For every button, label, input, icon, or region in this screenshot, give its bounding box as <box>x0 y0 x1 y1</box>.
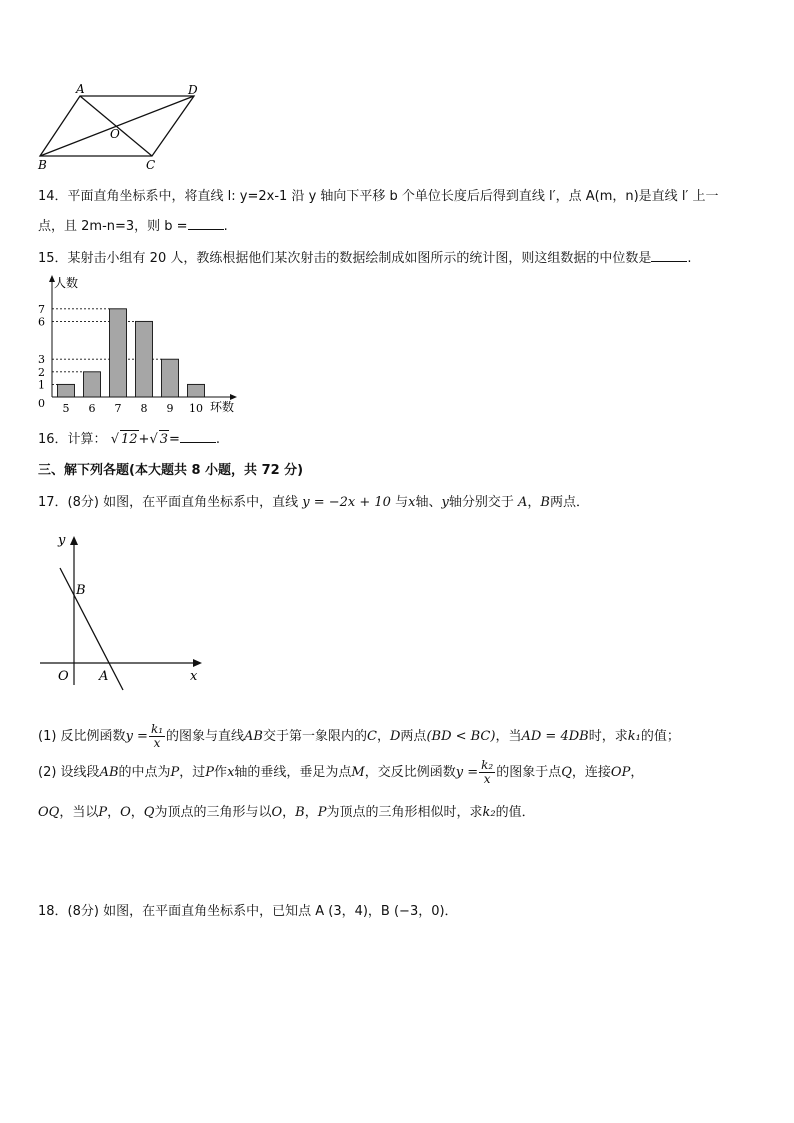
q17-intro-prefix: 17．(8分) 如图，在平面直角坐标系中，直线 <box>38 495 299 510</box>
chart-xlabel: 环数 <box>210 400 235 414</box>
q17-p2-frac-num: k₂ <box>481 758 494 772</box>
chart-xtick-label: 9 <box>166 402 174 415</box>
q17-y: y <box>441 495 449 510</box>
q17-p2-l2c4: ， <box>304 805 318 820</box>
q17-fig-b-label: B <box>76 583 86 598</box>
q17-p2-l2t3: 为顶点的三角形相似时，求 <box>326 805 483 820</box>
q17-intro-end: 两点． <box>549 495 589 510</box>
chart-marks <box>38 303 205 415</box>
q17-B: B <box>540 495 550 510</box>
chart-bar-7 <box>110 309 127 397</box>
chart-ytick-label: 6 <box>38 315 45 329</box>
q17-p2-l2P: P <box>98 805 108 820</box>
q17-p2-OP: OP <box>610 765 631 780</box>
q17-p2-k2: k₂ <box>482 805 496 820</box>
q17-p2-P: P <box>170 765 180 780</box>
q17-p2-t3: ，过 <box>179 765 206 780</box>
q17-p2-l2O2: O <box>271 805 283 820</box>
q17-p2-t6: ，交反比例函数 <box>364 765 456 780</box>
q17-part2-line2 <box>38 804 535 822</box>
chart-ytick-label: 2 <box>38 365 45 379</box>
q17-p1-AB: AB <box>244 729 263 744</box>
q14-line2-suffix: . <box>223 219 228 234</box>
q16-prefix: 16．计算： <box>38 432 107 447</box>
chart-bar-9 <box>162 359 179 397</box>
chart-ytick-label: 7 <box>38 302 45 316</box>
label-d: D <box>188 83 198 97</box>
q17-line-ab <box>60 568 123 690</box>
chart-ytick-label: 3 <box>38 353 45 367</box>
q17-fig-x-label: x <box>190 669 198 684</box>
q16-suffix: . <box>215 432 221 447</box>
q16-plus: + <box>138 432 150 447</box>
q17-p2-AB: AB <box>99 765 119 780</box>
q17-p1-t5: 两点 <box>400 729 427 744</box>
q17-p1-t3: 交于第一象限内的 <box>263 729 368 744</box>
chart-xtick-label: 5 <box>62 402 70 415</box>
q17-p1-t6: ，当 <box>495 729 522 744</box>
q17-fig-y-label: y <box>58 533 66 548</box>
chart-xtick-label: 7 <box>114 402 122 415</box>
q15-text-prefix: 15．某射击小组有 20 人，教练根据他们某次射击的数据绘制成如图所示的统计图，则这组数据的中位数是 <box>38 251 652 266</box>
q18-text: 18．(8分) 如图，在平面直角坐标系中，已知点 A (3，4)，B (−3，0)． <box>38 904 458 919</box>
q17-part2-line1 <box>38 758 643 788</box>
q17-p2-l2c1: ， <box>107 805 121 820</box>
label-a: A <box>76 82 85 96</box>
q17-intro-mid: 与 <box>395 495 409 510</box>
q16-sqrt1: √ 12 <box>110 432 138 447</box>
q17-axis-x: 轴、 <box>415 495 442 510</box>
q17-p2-Q: Q <box>561 765 572 780</box>
q17-x-arrow <box>193 659 202 667</box>
q17-comma: ， <box>527 495 541 510</box>
q17-coordinate-figure <box>36 530 211 695</box>
q16-sqrt2: √ 3 <box>149 432 169 447</box>
q17-p1-k1: k₁ <box>627 729 641 744</box>
q17-x: x <box>408 495 416 510</box>
diagonal-bd <box>40 96 194 156</box>
q17-p2-l2c3: ， <box>282 805 296 820</box>
chart-bar-10 <box>188 384 205 397</box>
q17-fig-o-label: O <box>58 669 69 684</box>
label-b: B <box>38 158 47 172</box>
q16-line <box>38 430 220 449</box>
q17-p2-t4: 作 <box>214 765 228 780</box>
q17-p2-t2: 的中点为 <box>118 765 171 780</box>
q17-p2-x: x <box>227 765 235 780</box>
q17-p1-fraction <box>149 723 165 750</box>
label-o: O <box>110 127 120 141</box>
q17-p2-t7: 的图象于点 <box>496 765 562 780</box>
q17-p1-D: D <box>389 729 401 744</box>
q14-line2-prefix: 点，且 2m-n=3，则 b = <box>38 219 188 234</box>
q14-line1: 14．平面直角坐标系中，将直线 l: y=2x-1 沿 y 轴向下平移 b 个单位长度后后得到直线 l′，点 A(m，n)是直线 l′ 上一 <box>38 189 719 204</box>
q17-p2-l2t2: 为顶点的三角形与以 <box>154 805 272 820</box>
q14-line2 <box>38 217 228 236</box>
chart-origin-label: 0 <box>38 397 45 410</box>
q16-equals: = <box>169 432 180 447</box>
q17-p1-t2: 的图象与直线 <box>166 729 245 744</box>
q15-answer-blank <box>651 249 687 262</box>
q17-p1-t7: 时，求 <box>588 729 628 744</box>
q16-answer-blank <box>180 430 216 443</box>
bar-chart <box>32 272 247 417</box>
q17-p1-t1: (1) 反比例函数 <box>38 729 126 744</box>
q17-p1-C: C <box>367 729 377 744</box>
q17-p1-t4: ， <box>376 729 390 744</box>
q17-p1-adeq: AD = 4DB <box>521 729 589 744</box>
q17-y-arrow <box>70 536 78 545</box>
chart-ylabel: 人数 <box>54 276 79 290</box>
q17-p1-yeq: y = <box>125 729 148 744</box>
chart-xtick-label: 8 <box>140 402 148 415</box>
chart-bar-8 <box>136 321 153 397</box>
q15-text <box>38 249 692 268</box>
chart-xtick-label: 6 <box>88 402 96 415</box>
label-c: C <box>146 158 156 172</box>
q17-p2-l2P2: P <box>317 805 327 820</box>
q17-p2-l2t4: 的值． <box>495 805 535 820</box>
q17-p1-frac-num: k₁ <box>150 722 164 736</box>
q17-p2-l2B: B <box>295 805 305 820</box>
parallelogram-figure <box>36 82 204 172</box>
q17-p2-yeq: y = <box>455 765 479 780</box>
chart-ytick-label: 1 <box>38 378 45 392</box>
q17-axis-y: 轴分别交于 <box>448 495 514 510</box>
q17-p2-t9: ， <box>630 765 644 780</box>
q17-p2-OQ: OQ <box>38 805 60 820</box>
q17-p2-fraction <box>479 759 495 786</box>
chart-bar-6 <box>84 372 101 397</box>
chart-bar-5 <box>58 384 75 397</box>
q17-equation: y = −2x + 10 <box>302 495 391 510</box>
q17-p1-t8: 的值； <box>640 729 680 744</box>
q17-p1-frac-den: x <box>153 736 161 750</box>
q17-p2-l2c2: ， <box>130 805 144 820</box>
q17-fig-a-label: A <box>99 669 109 684</box>
q17-p2-t5: 轴的垂线，垂足为点 <box>234 765 352 780</box>
q17-intro <box>38 494 589 512</box>
q16-radicand2: 3 <box>159 432 169 447</box>
q17-p2-t8: ，连接 <box>571 765 611 780</box>
q17-p2-P2: P <box>205 765 215 780</box>
q14-answer-blank <box>188 217 224 230</box>
q15-text-suffix: . <box>687 251 692 266</box>
q17-A: A <box>517 495 528 510</box>
q17-p2-M: M <box>351 765 365 780</box>
q17-p2-l2t1: ，当以 <box>59 805 99 820</box>
q17-p2-l2Q: Q <box>143 805 155 820</box>
q17-p2-l2O: O <box>120 805 131 820</box>
q17-p1-cond: (BD < BC) <box>426 729 496 744</box>
section3-title: 三、解下列各题(本大题共 8 小题，共 72 分) <box>38 463 304 478</box>
chart-xtick-label: 10 <box>189 402 203 415</box>
q16-radicand1: 12 <box>120 432 138 447</box>
q17-p2-frac-den: x <box>483 772 491 786</box>
q17-part1 <box>38 722 680 752</box>
q17-p2-t1: (2) 设线段 <box>38 765 100 780</box>
